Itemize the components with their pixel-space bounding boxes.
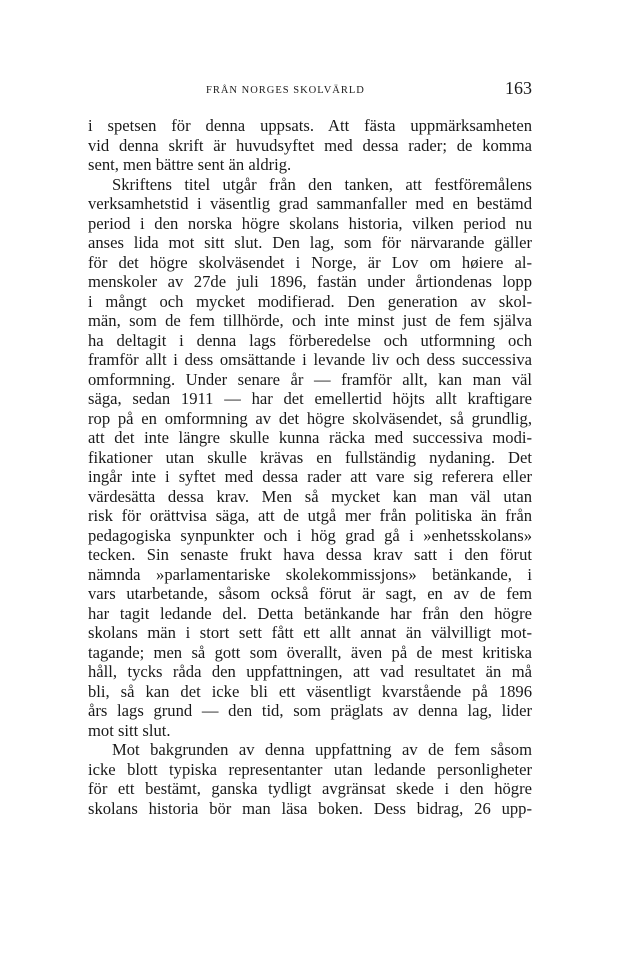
text-line: skolans män i stort sett fått ett allt annat än välvilligt mot- [88,623,532,642]
text-line: rop på en omformning av det högre skolväsendet, så grundlig, [88,408,532,428]
text-line: i spetsen för denna uppsats. Att fästa uppmärksamheten [88,116,532,135]
page-header [88,78,532,104]
text-line: sent, men bättre sent än aldrig. [88,155,292,174]
text-line: i mångt och mycket modifierad. Den generation av skol- [88,291,532,311]
text-line: ha deltagit i denna lags förberedelse och utformning och [88,330,532,350]
text-line: säga, sedan 1911 — har det emellertid höjts allt kraftigare [88,389,532,408]
body-text [88,116,532,818]
text-line: menskoler av 27de juli 1896, fastän under årtiondenas lopp [88,272,532,291]
text-line: anses lida mot sitt slut. Den lag, som för närvarande gäller [88,233,532,252]
text-line: bli, så kan det icke bli ett väsentligt kvarstående på 1896 [88,681,532,701]
text-line: framför allt i dess omsättande i levande liv och dess successiva [88,350,532,369]
text-line: tecken. Sin senaste frukt hava dessa krav satt i den förut [88,545,532,564]
text-line: mot sitt slut. [88,720,171,740]
text-line: risk för orättvisa säga, att de utgå mer från politiska än från [88,506,532,525]
text-line: Mot bakgrunden av denna uppfattning av de fem såsom [112,740,532,759]
page-number: 163 [505,78,532,98]
text-line: vars utarbetande, såsom också förut är sagt, en av de fem [88,584,532,603]
text-line: tagande; men så gott som överallt, även på de mest kritiska [88,642,532,662]
text-line: period i den norska högre skolans historia, vilken period nu [88,213,532,233]
text-line: icke blott typiska representanter utan ledande personligheter [88,759,532,779]
text-line: skolans historia bör man läsa boken. Dess bidrag, 26 upp- [88,798,532,818]
text-line: Skriftens titel utgår från den tanken, att festföremålens [112,174,532,194]
text-line: att det inte längre skulle kunna räcka med successiva modi- [88,428,532,447]
running-title: FRÅN NORGES SKOLVÄRLD [206,85,365,96]
text-line: omformning. Under senare år — framför allt, kan man väl [88,369,532,389]
text-line: pedagogiska synpunkter och i hög grad gå i »enhetsskolans» [88,525,532,545]
text-line: fikationer utan skulle krävas en fullständig nydaning. Det [88,447,532,467]
text-line: verksamhetstid i väsentlig grad sammanfaller med en bestämd [88,194,532,213]
text-line: års lags grund — den tid, som präglats av denna lag, lider [88,701,532,720]
text-line: värdesätta dessa krav. Men så mycket kan man väl utan [88,486,532,506]
text-line: nämnda »parlamentariske skolekommissjons» betänkande, i [88,564,532,584]
text-line: för det högre skolväsendet i Norge, är Lov om høiere al- [88,252,532,272]
text-line: ingår inte i syftet med dessa rader att vare sig referera eller [88,467,532,486]
text-line: män, som de fem tillhörde, och inte minst just de fem själva [88,311,532,330]
text-line: håll, tycks råda den uppfattningen, att vad resultatet än må [88,662,532,681]
text-line: har tagit ledande del. Detta betänkande har från den högre [88,603,532,623]
text-line: för ett bestämt, ganska tydligt avgränsat skede i den högre [88,779,532,798]
text-line: vid denna skrift är huvudsyftet med dessa rader; de komma [88,135,532,155]
